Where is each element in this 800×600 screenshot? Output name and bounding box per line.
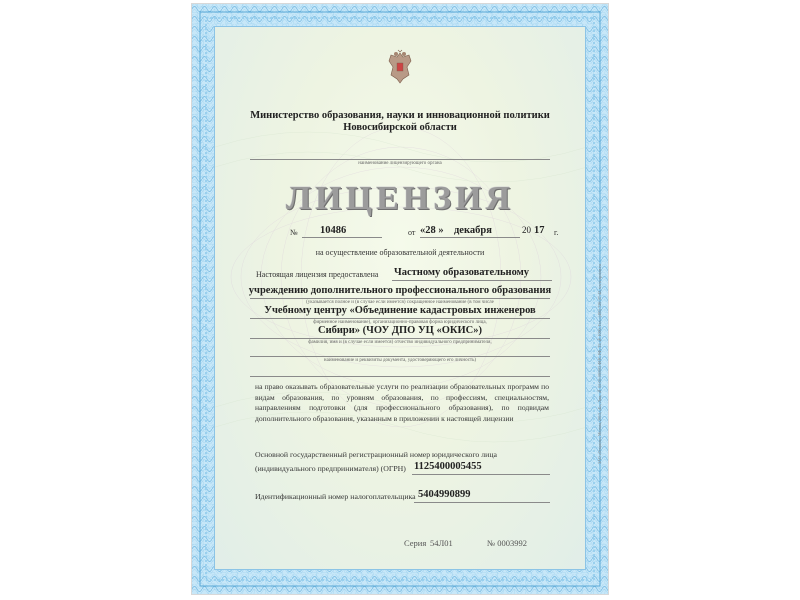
series-value: 54Л01: [430, 538, 453, 548]
licensee-underline-2: [250, 298, 550, 299]
coat-of-arms-icon: [385, 49, 415, 85]
inn-value: 5404990899: [418, 489, 471, 500]
inn-underline: [414, 502, 550, 503]
blank-underline: [250, 376, 550, 377]
date-from-label: от: [408, 228, 416, 237]
number-label: №: [290, 228, 298, 237]
license-document: [192, 4, 608, 594]
ogrn-value: 1125400005455: [414, 461, 482, 472]
date-underline: [420, 237, 520, 238]
ministry-region: Новосибирской области: [343, 122, 457, 133]
licensee-underline-4: [250, 338, 550, 339]
inn-label: Идентификационный номер налогоплательщика: [255, 492, 416, 501]
document-title: ЛИЦЕНЗИЯ: [285, 180, 515, 217]
license-year-prefix: 20: [522, 225, 531, 235]
printer-microtext: ЗАО «Опцион», Москва, 2013, «Б», Лиц. № 05-05-09/003 ФНС РФ, ТЗ № 1090, Тел.: (495) 726-47-42, www.opcion.ru: [597, 264, 602, 464]
licensee-underline-1: [392, 280, 552, 281]
license-month: декабря: [454, 225, 492, 236]
licensee-caption-d: наименование и реквизиты документа, удостоверяющего его личность): [323, 358, 477, 363]
form-number: № 0003992: [487, 538, 527, 548]
license-scope-text: на право оказывать образовательные услуги по реализации образовательных программ по видам образования, по уровням образования, по профессиям, специальностям, направлениям подготовки (для профессионального образования), по подвидам дополнительного образования, указанным в приложении к настоящей лицензии: [255, 382, 549, 423]
ministry-underline: [250, 159, 550, 160]
ogrn-label-1: Основной государственный регистрационный номер юридического лица: [255, 450, 497, 459]
series-label: Серия: [404, 538, 427, 548]
number-underline: [302, 237, 382, 238]
licensee-name-line-2: учреждению дополнительного профессионального образования: [248, 285, 552, 296]
licensee-name-line-4: Сибири» (ЧОУ ДПО УЦ «ОКИС»): [317, 325, 483, 336]
license-number: 10486: [320, 225, 347, 236]
ogrn-label-2: (индивидуального предпринимателя) (ОГРН): [255, 464, 406, 473]
license-year-suffix: 17: [534, 225, 545, 236]
ministry-name: Министерство образования, науки и инновационной политики: [250, 110, 550, 121]
licensee-name-line-1: Частному образовательному: [394, 267, 530, 278]
licensee-caption-b: фирменное наименование), организационно-правовая форма юридического лица,: [313, 320, 487, 325]
activity-type: на осуществление образовательной деятельности: [315, 248, 485, 257]
issuing-authority: [192, 110, 608, 134]
ogrn-underline: [412, 474, 550, 475]
licensee-caption-a: (указывается полное и (в случае если имеется) сокращенное наименование (в том числе: [306, 300, 494, 305]
identity-doc-underline: [250, 356, 550, 357]
licensee-caption-c: фамилия, имя и (в случае если имеется) отчество индивидуального предпринимателя,: [308, 340, 492, 345]
ministry-caption: наименование лицензирующего органа: [358, 161, 442, 166]
license-day: «28 »: [420, 225, 444, 236]
granted-label: Настоящая лицензия предоставлена: [256, 270, 379, 279]
year-label: г.: [554, 228, 559, 237]
licensee-underline-3: [250, 318, 550, 319]
licensee-name-line-3: Учебному центру «Объединение кадастровых инженеров: [264, 305, 536, 316]
